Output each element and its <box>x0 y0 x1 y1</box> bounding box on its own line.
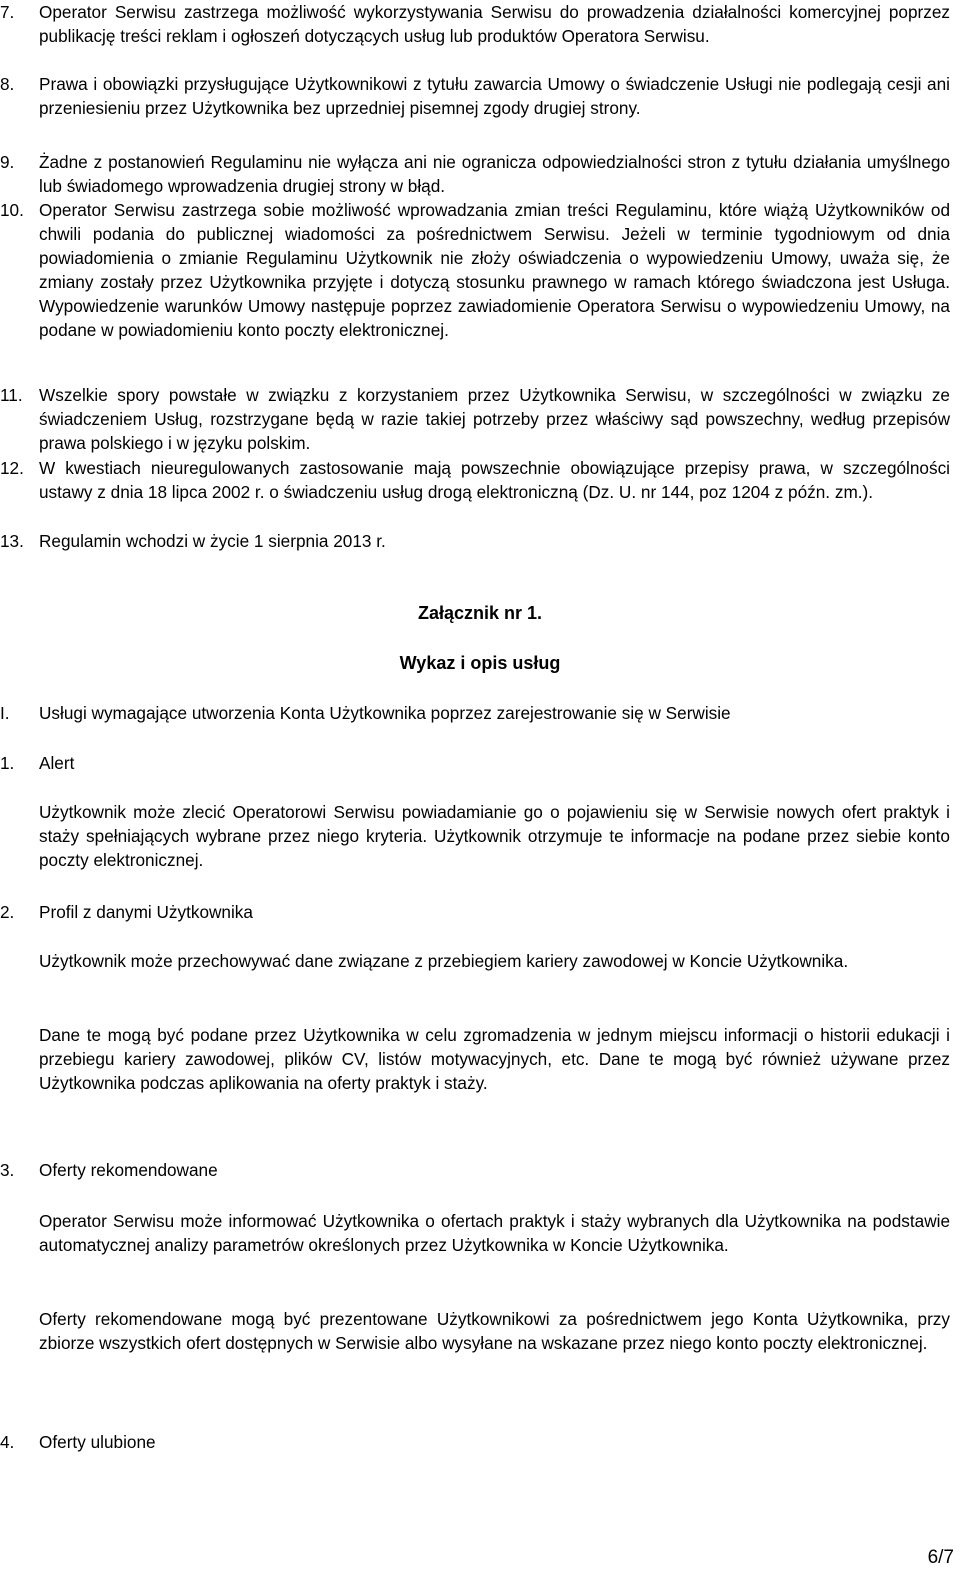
clause-number: 9. <box>0 152 15 172</box>
page-number: 6/7 <box>927 1547 954 1568</box>
clause-7 <box>0 0 960 72</box>
clause-text: Operator Serwisu zastrzega sobie możliwość wprowadzania zmian treści Regulaminu, które wiążą Użytkowników od chwili podania do publicznej wiadomości za pośrednictwem Serwisu. Jeżeli w terminie tygodniowym od dnia powiadomienia o zmianie Regulaminu Użytkownik nie złoży oświadczenia o wypowiedzeniu Umowy, uważa się, że zmiany zostały przez Użytkownika przyjęte i dotyczą stosunku prawnego w ramach którego świadczona jest Usługa. Wypowiedzenie warunków Umowy następuje poprzez zawiadomienie Operatora Serwisu o wypowiedzeniu Umowy, na podane w powiadomieniu konto poczty elektronicznej. <box>39 200 950 340</box>
service-3-paragraph-2: Oferty rekomendowane mogą być prezentowane Użytkownikowi za pośrednictwem jego Konta Użytkownika, przy zbiorze wszystkich ofert dostępnych w Serwisie albo wysyłane na wskazane przez niego konto poczty elektronicznej. <box>39 1309 950 1353</box>
clause-12 <box>0 456 960 529</box>
annex-title: Załącznik nr 1. <box>417 603 543 623</box>
clause-number: 12. <box>0 458 24 478</box>
clause-10 <box>0 198 960 383</box>
section-title: Usługi wymagające utworzenia Konta Użytkownika poprzez zarejestrowanie się w Serwisie <box>39 703 731 723</box>
clause-number: 10. <box>0 200 24 220</box>
clause-text: Wszelkie spory powstałe w związku z korzystaniem przez Użytkownika Serwisu, w szczególności w związku ze świadczeniem Usług, rozstrzygane będą w razie takiej potrzeby przez właściwy sąd powszechny, według przepisów prawa polskiego i w języku polskim. <box>39 385 950 453</box>
clause-text: Regulamin wchodzi w życie 1 sierpnia 2013 r. <box>39 531 386 551</box>
service-title: Profil z danymi Użytkownika <box>39 902 253 922</box>
service-title: Oferty ulubione <box>39 1432 156 1452</box>
annex-subtitle: Wykaz i opis usług <box>399 653 561 673</box>
section-number: I. <box>0 703 10 723</box>
service-number: 4. <box>0 1432 15 1452</box>
service-2-paragraph-2: Dane te mogą być podane przez Użytkownika w celu zgromadzenia w jednym miejscu informacji o historii edukacji i przebiegu kariery zawodowej, plików CV, listów motywacyjnych, etc. Dane te mogą być również używane przez Użytkownika podczas aplikowania na oferty praktyk i staży. <box>39 1025 950 1093</box>
clause-text: Żadne z postanowień Regulaminu nie wyłącza ani nie ogranicza odpowiedzialności stron z tytułu działania umyślnego lub świadomego wprowadzenia drugiej strony w błąd. <box>39 152 950 196</box>
service-number: 2. <box>0 902 15 922</box>
clause-number: 13. <box>0 531 24 551</box>
service-1-paragraph-1: Użytkownik może zlecić Operatorowi Serwisu powiadamianie go o pojawieniu się w Serwisie nowych ofert praktyk i staży spełniających wybrane przez niego kryteria. Użytkownik otrzymuje te informacje na podane przez siebie konto poczty elektronicznej. <box>39 802 950 870</box>
clause-number: 8. <box>0 74 15 94</box>
service-title: Alert <box>39 753 75 773</box>
service-number: 3. <box>0 1160 15 1180</box>
clause-13 <box>0 529 960 553</box>
clause-11 <box>0 383 960 456</box>
service-2-paragraph-1: Użytkownik może przechowywać dane związane z przebiegiem kariery zawodowej w Koncie Użytkownika. <box>39 951 849 971</box>
service-3-paragraph-1: Operator Serwisu może informować Użytkownika o ofertach praktyk i staży wybranych dla Użytkownika na podstawie automatycznej analizy parametrów określonych przez Użytkownika w Koncie Użytkownika. <box>39 1211 950 1255</box>
clause-text: Operator Serwisu zastrzega możliwość wykorzystywania Serwisu do prowadzenia działalności komercyjnej poprzez publikację treści reklam i ogłoszeń dotyczących usług lub produktów Operatora Serwisu. <box>39 2 950 46</box>
clause-text: Prawa i obowiązki przysługujące Użytkownikowi z tytułu zawarcia Umowy o świadczenie Usługi nie podlegają cesji ani przeniesieniu przez Użytkownika bez uprzedniej pisemnej zgody drugiej strony. <box>39 74 950 118</box>
service-number: 1. <box>0 753 15 773</box>
clause-8 <box>0 72 960 150</box>
clause-number: 7. <box>0 2 15 22</box>
clauses-list <box>0 0 960 553</box>
service-title: Oferty rekomendowane <box>39 1160 218 1180</box>
clause-text: W kwestiach nieuregulowanych zastosowanie mają powszechnie obowiązujące przepisy prawa, w szczególności ustawy z dnia 18 lipca 2002 r. o świadczeniu usług drogą elektroniczną (Dz. U. nr 144, poz 1204 z późn. zm.). <box>39 458 950 502</box>
clause-number: 11. <box>0 385 23 405</box>
clause-9 <box>0 150 960 198</box>
